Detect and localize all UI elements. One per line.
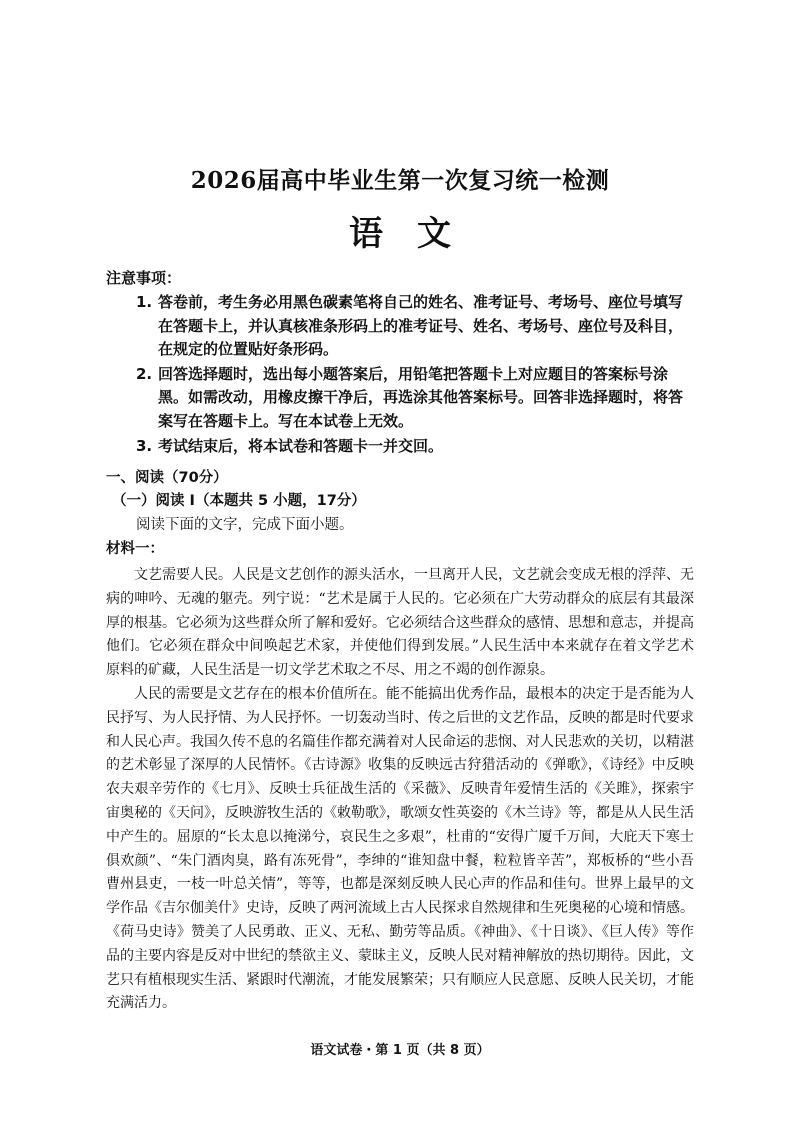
subsection-heading: （一）阅读 I（本题共 5 小题，17分） [112, 493, 366, 509]
note-number: 3. [136, 436, 153, 455]
material-paragraph: 人民的需要是文艺存在的根本价值所在。能不能搞出优秀作品，最根本的决定于是否能为人民抒写、为人民抒情、为人民抒怀。一切轰动当时、传之后世的文艺作品，反映的都是时代要求和人民心声。我国久传不息的名篇佳作都充满着对人民命运的悲悯、对人民悲欢的关切，以精湛的艺术彰显了深厚的人民情怀。《古诗源》收集的反映远古狩猎活动的《弹歌》，《诗经》中反映农夫艰辛劳作的《七月》、反映士兵征战生活的《采薇》、反映青年爱情生活的《关雎》，探索宇宙奥秘的《天问》，反映游牧生活的《敕勒歌》，歌颂女性英姿的《木兰诗》等，都是从人民生活中产生的。屈原的“长太息以掩涕兮，哀民生之多艰”，杜甫的“安得广厦千万间，大庇天下寒士俱欢颜”、“朱门酒肉臭，路有冻死骨”，李绅的“谁知盘中餐，粒粒皆辛苦”，郑板桥的“些小吾曹州县吏，一枝一叶总关情”，等等，也都是深刻反映人民心声的作品和佳句。世界上最早的文学作品《吉尔伽美什》史诗，反映了两河流域上古人民探求自然规律和生死奥秘的心境和情感。《荷马史诗》赞美了人民勇敢、正义、无私、勤劳等品质。《神曲》、《十日谈》、《巨人传》等作品的主要内容是反对中世纪的禁欲主义、蒙昧主义，反映人民对精神解放的热切期待。因此，文艺只有植根现实生活、紧跟时代潮流，才能发展繁荣；只有顺应人民意愿、反映人民关切，才能充满活力。 [106, 685, 694, 1012]
note-text: 答卷前，考生务必用黑色碳素笔将自己的姓名、准考证号、考场号、座位号填写在答题卡上，并认真核准条形码上的准考证号、姓名、考场号、座位号及科目，在规定的位置贴好条形码。 [158, 293, 684, 359]
section-heading: 一、阅读（70分） [106, 470, 228, 486]
material-label: 材料一： [106, 541, 164, 557]
material-one-text [106, 564, 694, 1016]
note-number: 1. [136, 293, 153, 311]
page-footer: 语文试卷・第 1 页（共 8 页） [310, 1043, 490, 1058]
reading-instruction: 阅读下面的文字，完成下面小题。 [136, 517, 354, 533]
note-item [136, 291, 696, 362]
material-paragraph: 文艺需要人民。人民是文艺创作的源头活水，一旦离开人民，文艺就会变成无根的浮萍、无病的呻吟、无魂的躯壳。列宁说：“艺术是属于人民的。它必须在广大劳动群众的底层有其最深厚的根基。它必须为这些群众所了解和爱好。它必须结合这些群众的感情、思想和意志，并提高他们。它必须在群众中间唤起艺术家，并使他们得到发展。”人民生活中本来就存在着文学艺术原料的矿藏，人民生活是一切文学艺术取之不尽、用之不竭的创作源泉。 [106, 567, 694, 679]
exam-title: 2026届高中毕业生第一次复习统一检测 [190, 167, 610, 194]
note-number: 2. [136, 364, 153, 383]
note-item [136, 363, 696, 434]
subject-title: 语文 [349, 214, 485, 254]
note-text: 考试结束后，将本试卷和答题卡一并交回。 [158, 436, 444, 455]
notes-list [136, 291, 696, 459]
note-item [136, 435, 696, 459]
notes-heading: 注意事项： [106, 269, 182, 287]
note-text: 回答选择题时，选出每小题答案后，用铅笔把答题卡上对应题目的答案标号涂黑。如需改动，用橡皮擦干净后，再选涂其他答案标号。回答非选择题时，将答案写在答题卡上。写在本试卷上无效。 [158, 364, 684, 430]
